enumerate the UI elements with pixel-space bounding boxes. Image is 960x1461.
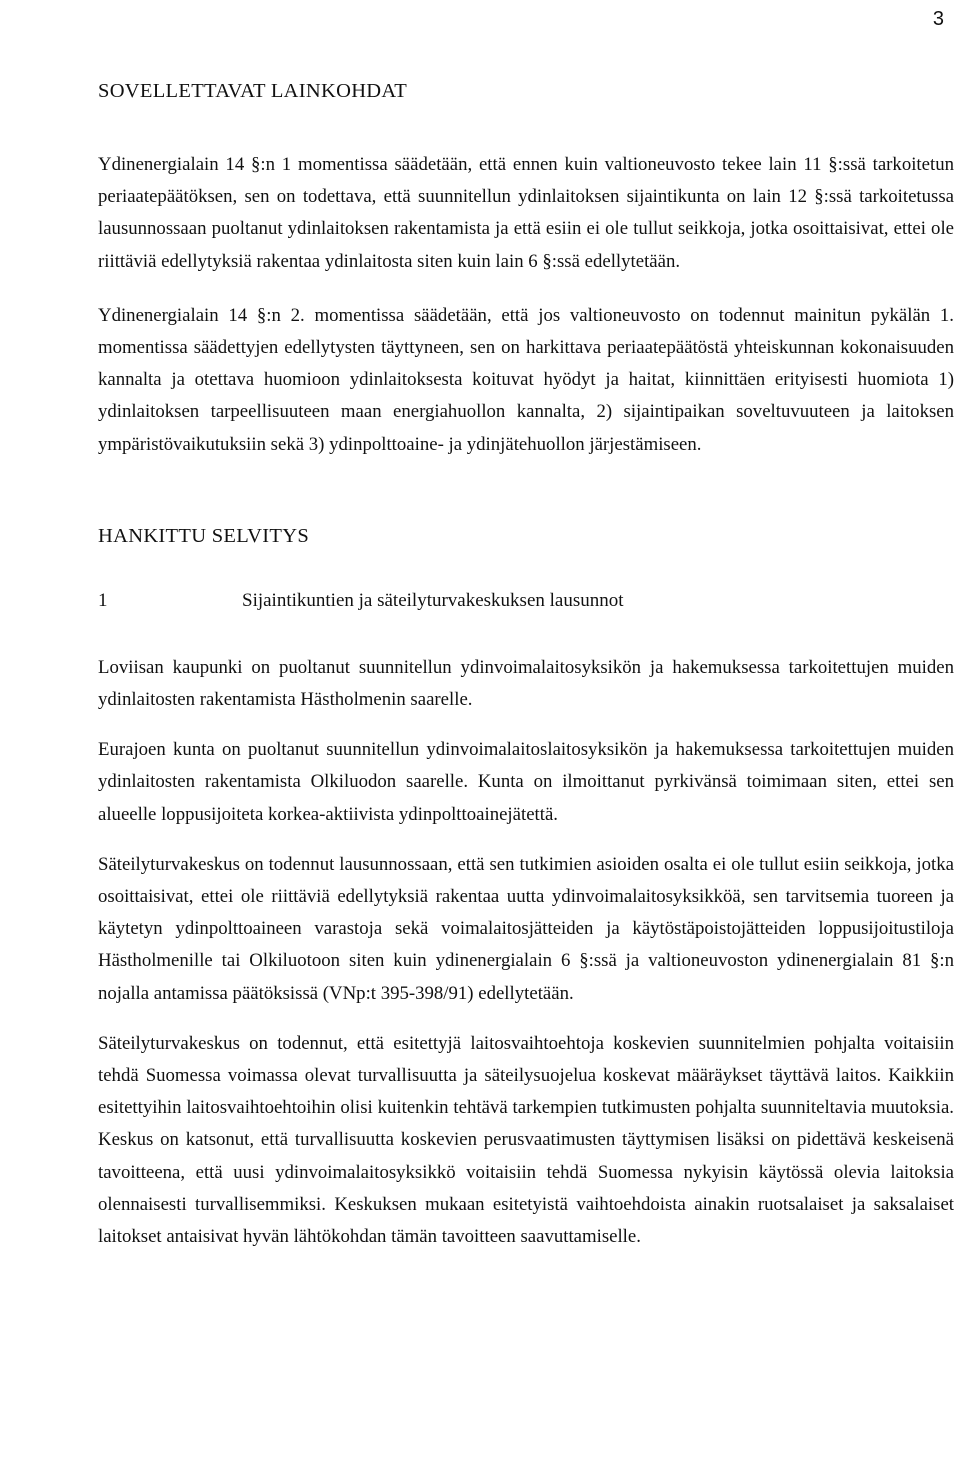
paragraph-eurajoki: Eurajoen kunta on puoltanut suunnitellun ydinvoimalaitoslaitosyksikön ja hakemuksessa tarkoitettujen muiden ydinlaitosten rakentamista Olkiluodon saarelle. Kunta on ilmoittanut pyrkivänsä toimimaan siten, ettei sen alueelle loppusijoiteta korkea-aktiivista ydinpolttoainejätettä. [98, 739, 954, 825]
paragraph-loviisa: Loviisan kaupunki on puoltanut suunnitellun ydinvoimalaitosyksikön ja hakemuksessa tarkoitettujen muiden ydinlaitosten rakentamista Hästholmenin saarelle. [98, 656, 954, 711]
paragraph-stuk-statement: Säteilyturvakeskus on todennut lausunnossaan, että sen tutkimien asioiden osalta ei ole tullut esiin seikkoja, jotka osoittaisivat, ettei ole riittäviä edellytyksiä rakentaa uutta ydinvoimalaitosyksikköä, sen tarvitsemia tuoreen ja käytetyn ydinpolttoaineen varastoja sekä voimalaitosjätteiden ja käytöstäpoistojätteiden loppusijoitustiloja Hästholmenille tai Olkiluotoon siten kuin ydinenergialain 6 §:ssä ja valtioneuvoston ydinenergialain 81 §:n nojalla antamissa päätöksissä (VNp:t 395-398/91) edellytetään. [98, 853, 954, 1004]
paragraph-stuk-alternatives: Säteilyturvakeskus on todennut, että esitettyjä laitosvaihtoehtoja koskevien suunnitelmien pohjalta voitaisiin tehdä Suomessa voimassa olevat turvallisuutta ja säteilysuojelua koskevat määräykset täyttävä laitos. Kaikkiin esitettyihin laitosvaihtoehtoihin olisi kuitenkin tehtävä tarkempien tutkimusten pohjalta suunniteltavia muutoksia. Keskus on katsonut, että turvallisuutta koskevien perusvaatimusten täyttymisen lisäksi on pidettävä keskeisenä tavoitteena, että uusi ydinvoimalaitosyksikkö voitaisiin tehdä Suomessa nykyisin käytössä olevia laitoksia olennaisesti turvallisemmiksi. Keskuksen mukaan esitetyistä vaihtoehdoista ainakin ruotsalaiset ja saksalaiset laitokset antaisivat hyvän lähtökohdan tämän tavoitteen saavuttamiselle. [98, 1032, 954, 1248]
document-body [98, 80, 954, 1271]
page-number: 3 [932, 8, 944, 30]
subsection-number: 1 [98, 589, 108, 611]
subsection-heading [98, 586, 954, 616]
section-heading-obtained-reports: HANKITTU SELVITYS [98, 524, 310, 547]
paragraph-law-14-2: Ydinenergialain 14 §:n 2. momentissa säädetään, että jos valtioneuvosto on todennut mainitun pykälän 1. momentissa säädettyjen edellytysten täyttyneen, sen on harkittava periaatepäätöstä yhteiskunnan kokonaisuuden kannalta ja otettava huomioon ydinlaitoksesta koituvat hyödyt ja haitat, kiinnittäen erityisesti huomiota 1) ydinlaitoksen tarpeellisuuteen maan energiahuollon kannalta, 2) sijaintipaikan soveltuvuuteen ja laitoksen ympäristövaikutuksiin sekä 3) ydinpolttoaine- ja ydinjätehuollon järjestämiseen. [98, 304, 954, 455]
paragraph-law-14-1: Ydinenergialain 14 §:n 1 momentissa säädetään, että ennen kuin valtioneuvosto tekee lain 11 §:ssä tarkoitetun periaatepäätöksen, sen on todettava, että suunnitellun ydinlaitoksen sijaintikunta on lain 12 §:ssä tarkoitetussa lausunnossaan puoltanut ydinlaitoksen rakentamista ja että esiin ei ole tullut seikkoja, jotka osoittaisivat, ettei ole riittäviä edellytyksiä rakentaa ydinlaitosta siten kuin lain 6 §:ssä edellytetään. [98, 154, 954, 272]
section-heading-applicable-law: SOVELLETTAVAT LAINKOHDAT [98, 80, 408, 102]
subsection-title: Sijaintikuntien ja säteilyturvakeskuksen lausunnot [242, 589, 624, 611]
